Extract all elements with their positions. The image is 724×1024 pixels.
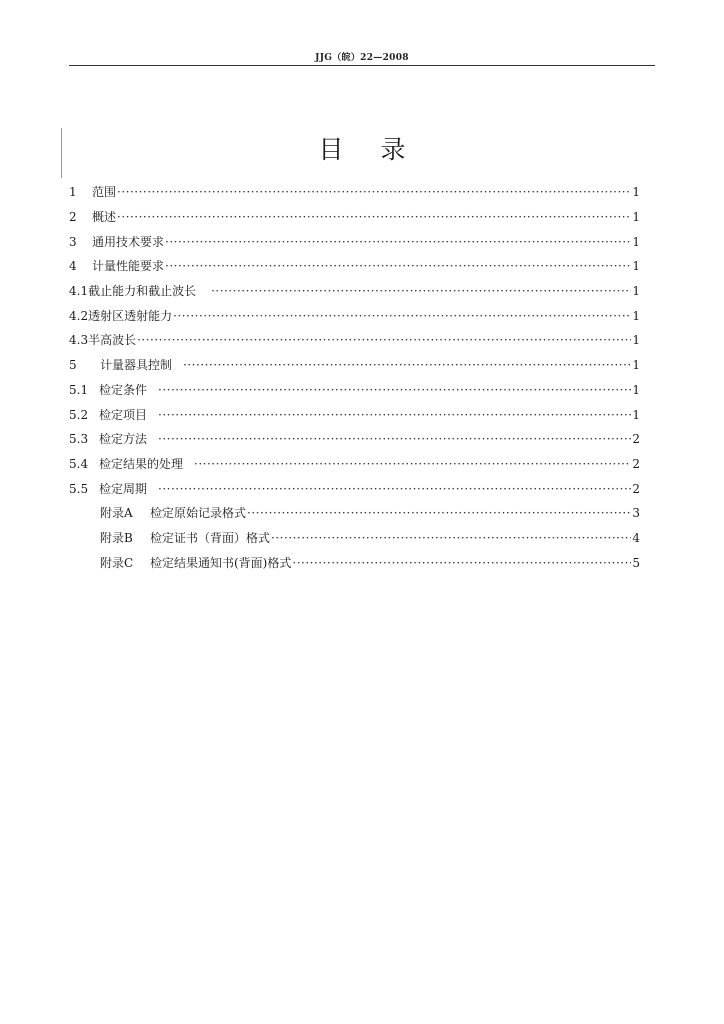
toc-entry[interactable] (69, 427, 640, 452)
toc-entry-number: 5.1 (69, 382, 89, 397)
toc-entry-number: 4.1 (69, 284, 89, 299)
dot-leader (211, 284, 631, 298)
toc-entry-page: 1 (632, 308, 640, 323)
toc-entry-number: 3 (69, 234, 77, 249)
toc-entry[interactable] (69, 476, 640, 501)
dot-leader (292, 556, 631, 570)
toc-entry-page: 1 (632, 185, 640, 200)
toc-entry-number: 1 (69, 185, 77, 200)
toc-entry-page: 1 (632, 407, 640, 422)
dot-leader (247, 506, 631, 520)
dot-leader (158, 383, 631, 397)
dot-leader (117, 185, 631, 199)
dot-leader (271, 531, 631, 545)
toc-entry-number: 附录C (100, 555, 134, 570)
toc-entry-page: 4 (632, 530, 640, 545)
toc-entry-appendix[interactable] (69, 501, 640, 526)
toc-entry-page: 1 (632, 210, 640, 225)
toc-entry-page: 1 (632, 333, 640, 348)
toc-entry-page: 2 (632, 432, 640, 447)
toc-entry-title: 检定结果的处理 (99, 456, 184, 471)
toc-entry-title: 透射区透射能力 (88, 308, 173, 323)
toc-entry-page: 3 (632, 506, 640, 521)
toc-entry-title: 检定结果通知书(背面)格式 (150, 555, 292, 570)
toc-entry-title: 截止能力和截止波长 (88, 284, 197, 299)
toc-entry[interactable] (69, 378, 640, 403)
toc-entry-number: 5.4 (69, 456, 89, 471)
toc-entry-title: 检定条件 (99, 382, 148, 397)
dot-leader (173, 309, 631, 323)
standard-code: JJG（皖）22—2008 (315, 53, 409, 63)
toc-entry-number: 附录B (100, 530, 133, 545)
toc-entry-title: 检定证书（背面）格式 (150, 530, 271, 545)
dot-leader (137, 333, 631, 347)
dot-leader (117, 210, 631, 224)
toc-entry[interactable] (69, 353, 640, 378)
toc-entry-number: 附录A (100, 506, 133, 521)
dot-leader (158, 432, 631, 446)
dot-leader (158, 482, 631, 496)
toc-entry-title: 检定原始记录格式 (150, 506, 247, 521)
toc-entry[interactable] (69, 279, 640, 304)
toc-entry-page: 2 (632, 481, 640, 496)
toc-entry-number: 4 (69, 259, 77, 274)
dot-leader (158, 408, 631, 422)
toc-entry-title: 范围 (92, 185, 117, 200)
toc-entry[interactable] (69, 180, 640, 205)
toc-entry-title: 计量性能要求 (92, 259, 165, 274)
toc-entry-number: 5 (69, 358, 77, 373)
dot-leader (183, 358, 631, 372)
toc-entry-appendix[interactable] (69, 550, 640, 575)
dot-leader (194, 457, 631, 471)
toc-entry[interactable] (69, 229, 640, 254)
table-of-contents (69, 180, 640, 575)
toc-entry[interactable] (69, 303, 640, 328)
toc-entry[interactable] (69, 402, 640, 427)
toc-entry-title: 概述 (92, 210, 117, 225)
toc-entry-title: 通用技术要求 (92, 234, 165, 249)
header-rule (69, 65, 655, 66)
toc-entry-title: 计量器具控制 (100, 358, 173, 373)
dot-leader (165, 235, 631, 249)
toc-entry-number: 4.3 (69, 333, 89, 348)
toc-entry-page: 1 (632, 358, 640, 373)
toc-entry-page: 1 (632, 234, 640, 249)
toc-entry-page: 5 (632, 555, 640, 570)
toc-entry-number: 5.3 (69, 432, 89, 447)
toc-entry-page: 2 (632, 456, 640, 471)
toc-entry-appendix[interactable] (69, 526, 640, 551)
toc-entry-number: 5.2 (69, 407, 89, 422)
toc-entry-number: 2 (69, 210, 77, 225)
toc-entry-title: 检定周期 (99, 481, 148, 496)
toc-entry[interactable] (69, 254, 640, 279)
toc-entry[interactable] (69, 205, 640, 230)
toc-entry[interactable] (69, 328, 640, 353)
toc-entry-page: 1 (632, 259, 640, 274)
toc-entry-page: 1 (632, 284, 640, 299)
toc-entry-page: 1 (632, 382, 640, 397)
toc-entry-number: 5.5 (69, 481, 89, 496)
dot-leader (165, 259, 631, 273)
toc-entry-title: 半高波长 (88, 333, 137, 348)
toc-entry[interactable] (69, 452, 640, 477)
page-title: 目录 (318, 135, 443, 164)
toc-entry-title: 检定方法 (99, 432, 148, 447)
toc-entry-number: 4.2 (69, 308, 89, 323)
toc-entry-title: 检定项目 (99, 407, 148, 422)
